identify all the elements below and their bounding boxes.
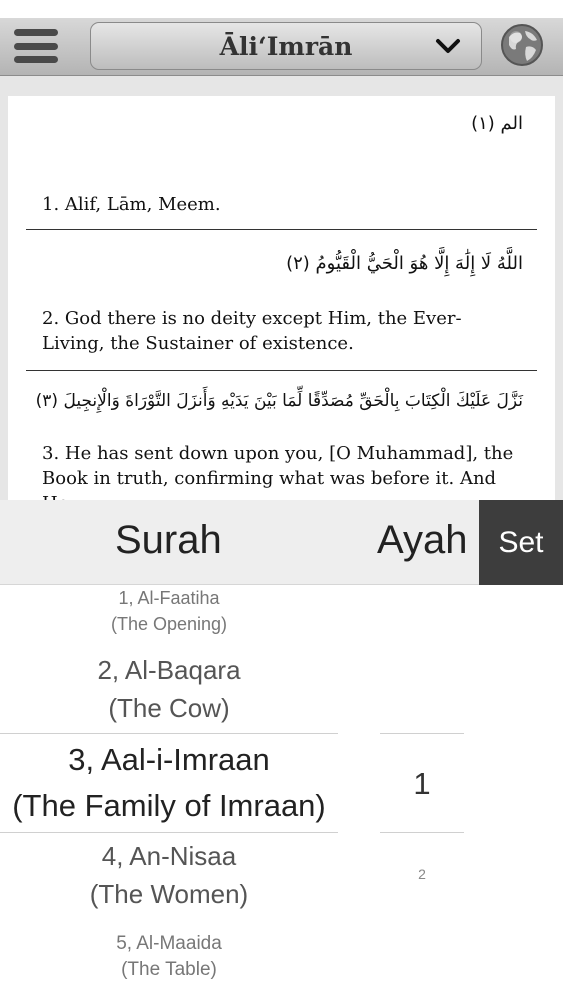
ayah-arabic-text: اللَّهُ لَا إِلَٰهَ إِلَّا هُوَ الْحَيُّ الْقَيُّومُ (٢) (286, 253, 523, 274)
hamburger-menu-icon[interactable] (14, 26, 58, 66)
set-button[interactable]: Set (479, 500, 563, 585)
ayah-arabic-text: نَزَّلَ عَلَيْكَ الْكِتَابَ بِالْحَقِّ مُصَدِّقًا لِّمَا بَيْنَ يَدَيْهِ وَأَنزَلَ التَّوْرَاةَ وَالْإِنجِيلَ (٣) (35, 391, 523, 411)
surah-option-4[interactable] (0, 837, 338, 913)
chevron-down-icon (435, 33, 461, 59)
surah-option-name: 3, Aal-i-Imraan (68, 742, 270, 777)
surah-option-name: 2, Al-Baqara (97, 655, 241, 685)
surah-option-3-selected[interactable] (0, 737, 338, 829)
picker-header (0, 500, 563, 585)
surah-option-meaning: (The Family of Imraan) (12, 788, 326, 823)
ayah-2[interactable] (8, 230, 555, 371)
surah-option-name: 5, Al-Maaida (116, 933, 222, 954)
surah-option-meaning: (The Women) (89, 879, 249, 909)
surah-dropdown-label: Āli‘Imrān (219, 31, 353, 61)
surah-option-meaning: (The Cow) (108, 693, 230, 723)
surah-option-name: 1, Al-Faatiha (118, 588, 220, 608)
surah-ayah-picker[interactable] (0, 585, 563, 1000)
ayah-3[interactable] (8, 371, 555, 516)
ayah-option-1-selected[interactable]: 1 (413, 766, 431, 801)
surah-column-header: Surah (115, 518, 222, 562)
globe-icon[interactable] (500, 23, 544, 67)
surah-option-1[interactable] (0, 585, 338, 637)
ayah-translation-text: 1. Alif, Lām, Meem. (42, 194, 221, 215)
reader-page[interactable] (8, 96, 555, 500)
top-toolbar (0, 0, 563, 76)
ayah-translation-text: 2. God there is no deity except Him, the Ever-Living, the Sustainer of existence. (42, 308, 462, 354)
ayah-column-header: Ayah (377, 518, 468, 562)
ayah-translation-text: 3. He has sent down upon you, [O Muhammad], the Book in truth, confirming what was before it. And (42, 443, 514, 489)
surah-option-name: 4, An-Nisaa (101, 841, 237, 871)
surah-option-meaning: (The Opening) (110, 614, 228, 634)
reader-area (0, 76, 563, 500)
surah-option-meaning: (The Table) (121, 959, 217, 980)
ayah-1[interactable] (8, 96, 555, 230)
surah-option-2[interactable] (0, 651, 338, 727)
ayah-option-2[interactable]: 2 (418, 866, 426, 882)
ayah-arabic-text: الم (١) (471, 113, 523, 134)
surah-dropdown[interactable] (90, 22, 482, 70)
surah-option-5[interactable] (0, 931, 338, 983)
